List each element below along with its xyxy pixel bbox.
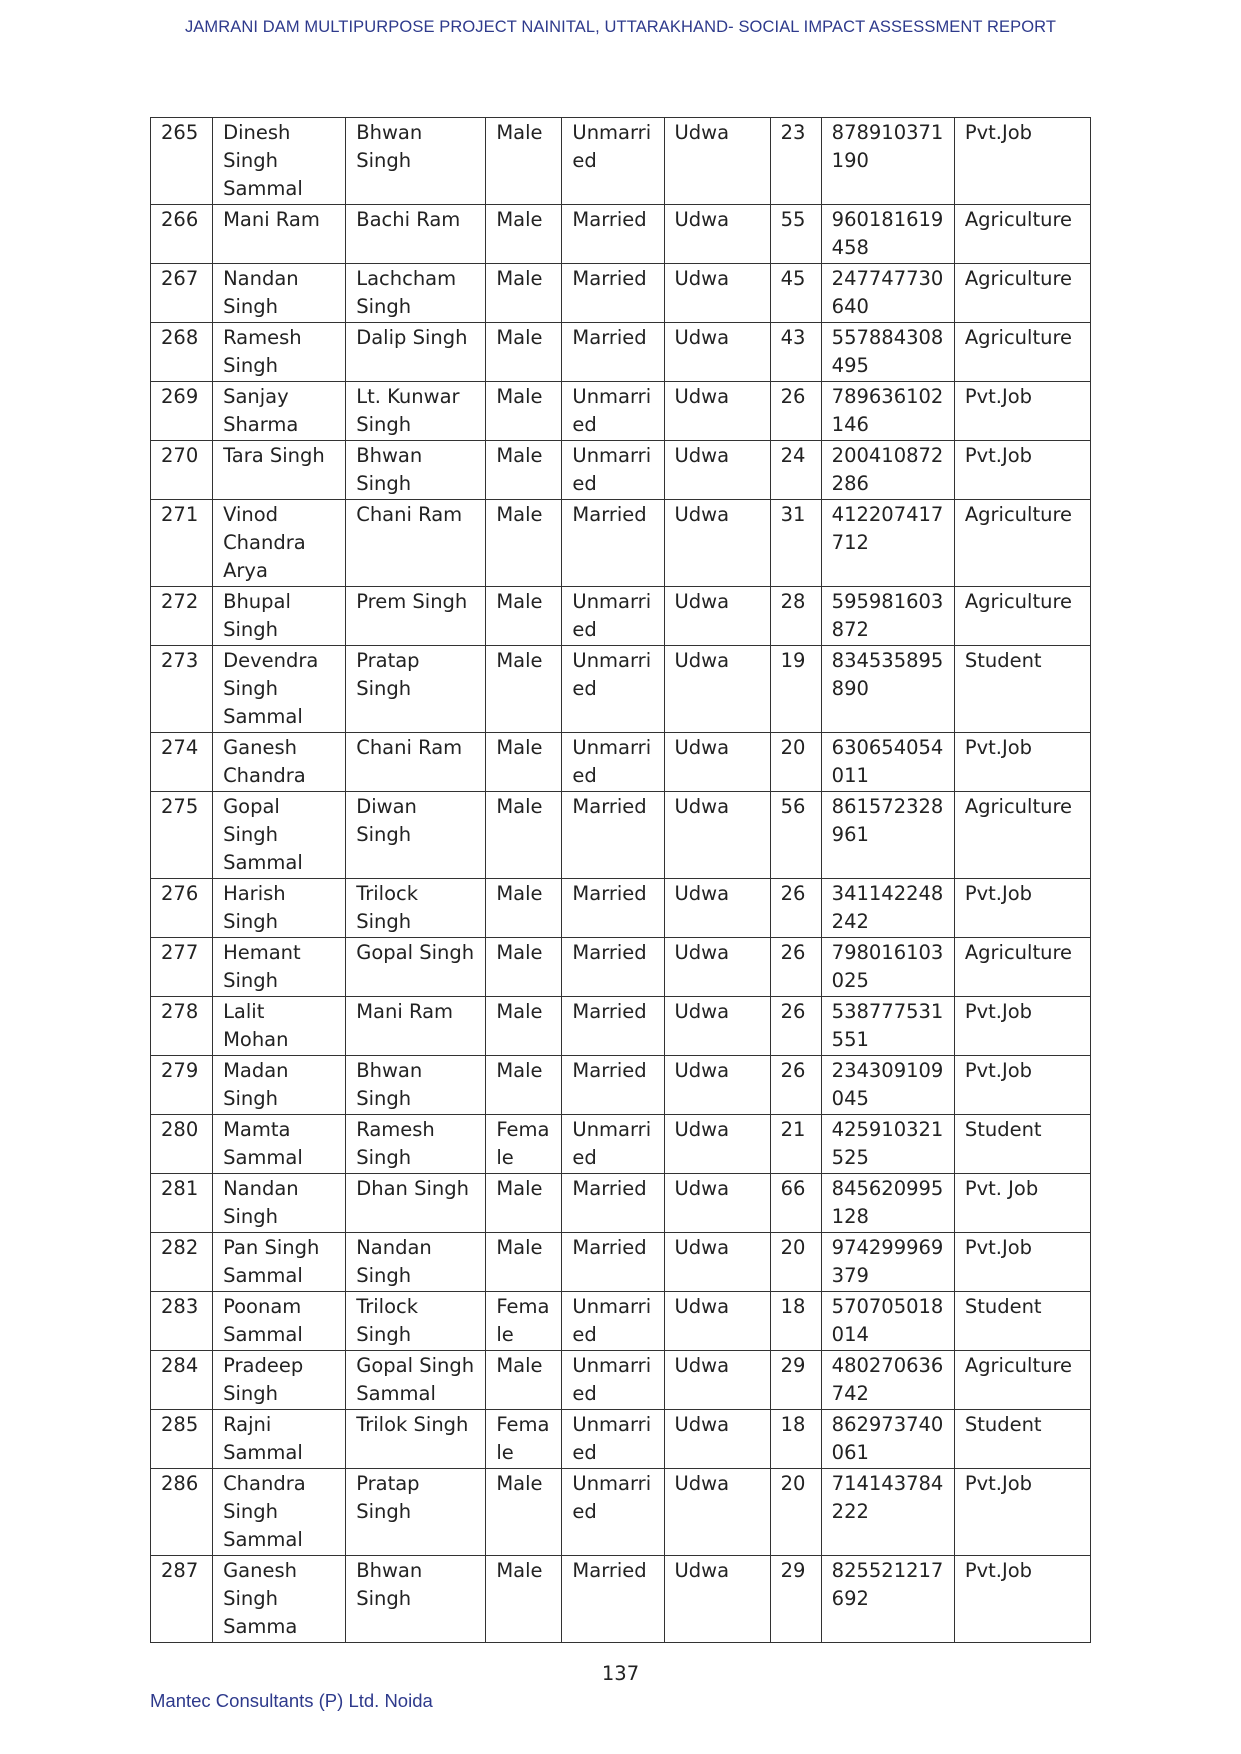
cell-village: Udwa xyxy=(664,500,770,587)
cell-age: 18 xyxy=(770,1292,821,1351)
cell-id-number: 798016103 025 xyxy=(821,938,954,997)
cell-name: Chandra Singh Sammal xyxy=(213,1469,346,1556)
cell-gender: Male xyxy=(486,1056,562,1115)
cell-father-name: Ramesh Singh xyxy=(346,1115,486,1174)
cell-village: Udwa xyxy=(664,646,770,733)
cell-marital-status: Married xyxy=(562,997,664,1056)
cell-age: 20 xyxy=(770,733,821,792)
cell-gender: Male xyxy=(486,879,562,938)
cell-marital-status: Married xyxy=(562,879,664,938)
cell-gender: Fema le xyxy=(486,1410,562,1469)
cell-age: 26 xyxy=(770,997,821,1056)
cell-age: 18 xyxy=(770,1410,821,1469)
table-row xyxy=(151,205,1091,264)
cell-id-number: 247747730 640 xyxy=(821,264,954,323)
cell-father-name: Diwan Singh xyxy=(346,792,486,879)
cell-age: 26 xyxy=(770,938,821,997)
cell-id-number: 834535895 890 xyxy=(821,646,954,733)
cell-marital-status: Unmarri ed xyxy=(562,1351,664,1410)
cell-serial-no: 269 xyxy=(151,382,213,441)
cell-father-name: Prem Singh xyxy=(346,587,486,646)
cell-name: Nandan Singh xyxy=(213,1174,346,1233)
cell-father-name: Dhan Singh xyxy=(346,1174,486,1233)
cell-occupation: Agriculture xyxy=(954,500,1090,587)
cell-name: Bhupal Singh xyxy=(213,587,346,646)
cell-village: Udwa xyxy=(664,1292,770,1351)
cell-gender: Male xyxy=(486,1556,562,1643)
cell-marital-status: Unmarri ed xyxy=(562,118,664,205)
table-row xyxy=(151,587,1091,646)
cell-father-name: Dalip Singh xyxy=(346,323,486,382)
cell-name: Pradeep Singh xyxy=(213,1351,346,1410)
cell-marital-status: Married xyxy=(562,323,664,382)
cell-serial-no: 279 xyxy=(151,1056,213,1115)
cell-name: Poonam Sammal xyxy=(213,1292,346,1351)
cell-serial-no: 276 xyxy=(151,879,213,938)
cell-id-number: 595981603 872 xyxy=(821,587,954,646)
cell-father-name: Bhwan Singh xyxy=(346,441,486,500)
cell-village: Udwa xyxy=(664,1556,770,1643)
cell-marital-status: Married xyxy=(562,205,664,264)
cell-father-name: Bhwan Singh xyxy=(346,1056,486,1115)
table-row xyxy=(151,264,1091,323)
cell-occupation: Agriculture xyxy=(954,323,1090,382)
cell-name: Ganesh Singh Samma xyxy=(213,1556,346,1643)
cell-gender: Male xyxy=(486,733,562,792)
cell-occupation: Pvt.Job xyxy=(954,1233,1090,1292)
cell-serial-no: 278 xyxy=(151,997,213,1056)
cell-gender: Fema le xyxy=(486,1115,562,1174)
cell-occupation: Agriculture xyxy=(954,792,1090,879)
cell-marital-status: Unmarri ed xyxy=(562,733,664,792)
cell-serial-no: 268 xyxy=(151,323,213,382)
cell-id-number: 341142248 242 xyxy=(821,879,954,938)
report-header: JAMRANI DAM MULTIPURPOSE PROJECT NAINITAL, UTTARAKHAND- SOCIAL IMPACT ASSESSMENT REPORT xyxy=(184,18,1057,36)
cell-name: Mamta Sammal xyxy=(213,1115,346,1174)
cell-marital-status: Married xyxy=(562,1056,664,1115)
cell-occupation: Agriculture xyxy=(954,1351,1090,1410)
cell-id-number: 974299969 379 xyxy=(821,1233,954,1292)
cell-occupation: Agriculture xyxy=(954,938,1090,997)
footer-company: Mantec Consultants (P) Ltd. Noida xyxy=(150,1690,433,1711)
cell-village: Udwa xyxy=(664,323,770,382)
cell-age: 19 xyxy=(770,646,821,733)
cell-gender: Male xyxy=(486,1351,562,1410)
cell-father-name: Pratap Singh xyxy=(346,1469,486,1556)
cell-father-name: Trilock Singh xyxy=(346,879,486,938)
cell-gender: Male xyxy=(486,1469,562,1556)
cell-serial-no: 274 xyxy=(151,733,213,792)
cell-village: Udwa xyxy=(664,997,770,1056)
cell-occupation: Pvt.Job xyxy=(954,997,1090,1056)
cell-age: 29 xyxy=(770,1351,821,1410)
cell-marital-status: Unmarri ed xyxy=(562,1115,664,1174)
cell-marital-status: Married xyxy=(562,1233,664,1292)
cell-age: 29 xyxy=(770,1556,821,1643)
cell-id-number: 425910321 525 xyxy=(821,1115,954,1174)
cell-village: Udwa xyxy=(664,938,770,997)
cell-marital-status: Married xyxy=(562,938,664,997)
cell-id-number: 234309109 045 xyxy=(821,1056,954,1115)
cell-id-number: 789636102 146 xyxy=(821,382,954,441)
cell-village: Udwa xyxy=(664,1469,770,1556)
cell-id-number: 862973740 061 xyxy=(821,1410,954,1469)
cell-serial-no: 277 xyxy=(151,938,213,997)
cell-serial-no: 280 xyxy=(151,1115,213,1174)
cell-gender: Male xyxy=(486,323,562,382)
cell-occupation: Student xyxy=(954,1292,1090,1351)
cell-name: Lalit Mohan xyxy=(213,997,346,1056)
cell-village: Udwa xyxy=(664,587,770,646)
cell-gender: Male xyxy=(486,997,562,1056)
cell-id-number: 570705018 014 xyxy=(821,1292,954,1351)
cell-occupation: Pvt.Job xyxy=(954,118,1090,205)
cell-father-name: Bhwan Singh xyxy=(346,1556,486,1643)
cell-age: 26 xyxy=(770,1056,821,1115)
cell-age: 23 xyxy=(770,118,821,205)
cell-father-name: Mani Ram xyxy=(346,997,486,1056)
cell-gender: Male xyxy=(486,118,562,205)
cell-serial-no: 273 xyxy=(151,646,213,733)
cell-occupation: Pvt.Job xyxy=(954,441,1090,500)
cell-village: Udwa xyxy=(664,118,770,205)
cell-gender: Male xyxy=(486,792,562,879)
cell-name: Ganesh Chandra xyxy=(213,733,346,792)
cell-id-number: 538777531 551 xyxy=(821,997,954,1056)
cell-occupation: Pvt.Job xyxy=(954,1556,1090,1643)
table-row xyxy=(151,879,1091,938)
cell-marital-status: Married xyxy=(562,264,664,323)
cell-age: 20 xyxy=(770,1233,821,1292)
cell-age: 20 xyxy=(770,1469,821,1556)
cell-serial-no: 282 xyxy=(151,1233,213,1292)
table-row xyxy=(151,500,1091,587)
cell-id-number: 845620995 128 xyxy=(821,1174,954,1233)
cell-marital-status: Unmarri ed xyxy=(562,1410,664,1469)
cell-village: Udwa xyxy=(664,205,770,264)
cell-occupation: Agriculture xyxy=(954,264,1090,323)
cell-marital-status: Unmarri ed xyxy=(562,1469,664,1556)
cell-father-name: Bachi Ram xyxy=(346,205,486,264)
cell-serial-no: 267 xyxy=(151,264,213,323)
cell-age: 45 xyxy=(770,264,821,323)
cell-id-number: 200410872 286 xyxy=(821,441,954,500)
cell-father-name: Pratap Singh xyxy=(346,646,486,733)
cell-age: 24 xyxy=(770,441,821,500)
cell-name: Devendra Singh Sammal xyxy=(213,646,346,733)
cell-serial-no: 270 xyxy=(151,441,213,500)
table-row xyxy=(151,1292,1091,1351)
cell-serial-no: 286 xyxy=(151,1469,213,1556)
table-row xyxy=(151,1410,1091,1469)
cell-id-number: 412207417 712 xyxy=(821,500,954,587)
cell-occupation: Pvt.Job xyxy=(954,879,1090,938)
cell-marital-status: Unmarri ed xyxy=(562,441,664,500)
cell-father-name: Bhwan Singh xyxy=(346,118,486,205)
cell-id-number: 557884308 495 xyxy=(821,323,954,382)
cell-village: Udwa xyxy=(664,792,770,879)
cell-name: Tara Singh xyxy=(213,441,346,500)
cell-serial-no: 275 xyxy=(151,792,213,879)
cell-gender: Male xyxy=(486,382,562,441)
cell-father-name: Trilock Singh xyxy=(346,1292,486,1351)
cell-age: 28 xyxy=(770,587,821,646)
cell-marital-status: Unmarri ed xyxy=(562,382,664,441)
cell-name: Pan Singh Sammal xyxy=(213,1233,346,1292)
table-row xyxy=(151,997,1091,1056)
cell-gender: Male xyxy=(486,938,562,997)
cell-id-number: 878910371 190 xyxy=(821,118,954,205)
cell-occupation: Student xyxy=(954,646,1090,733)
cell-village: Udwa xyxy=(664,1115,770,1174)
cell-father-name: Gopal Singh Sammal xyxy=(346,1351,486,1410)
cell-occupation: Agriculture xyxy=(954,587,1090,646)
cell-serial-no: 266 xyxy=(151,205,213,264)
page-number: 137 xyxy=(601,1662,640,1685)
cell-serial-no: 285 xyxy=(151,1410,213,1469)
cell-father-name: Nandan Singh xyxy=(346,1233,486,1292)
cell-name: Harish Singh xyxy=(213,879,346,938)
cell-name: Hemant Singh xyxy=(213,938,346,997)
cell-village: Udwa xyxy=(664,1056,770,1115)
cell-serial-no: 283 xyxy=(151,1292,213,1351)
cell-village: Udwa xyxy=(664,1410,770,1469)
cell-age: 21 xyxy=(770,1115,821,1174)
table-row xyxy=(151,1469,1091,1556)
table-row xyxy=(151,118,1091,205)
cell-id-number: 630654054 011 xyxy=(821,733,954,792)
table-row xyxy=(151,1233,1091,1292)
cell-age: 43 xyxy=(770,323,821,382)
cell-name: Dinesh Singh Sammal xyxy=(213,118,346,205)
cell-gender: Male xyxy=(486,1233,562,1292)
cell-serial-no: 281 xyxy=(151,1174,213,1233)
cell-occupation: Agriculture xyxy=(954,205,1090,264)
cell-village: Udwa xyxy=(664,382,770,441)
table-row xyxy=(151,441,1091,500)
cell-id-number: 714143784 222 xyxy=(821,1469,954,1556)
cell-marital-status: Unmarri ed xyxy=(562,646,664,733)
table-row xyxy=(151,382,1091,441)
cell-gender: Male xyxy=(486,587,562,646)
cell-gender: Male xyxy=(486,205,562,264)
cell-serial-no: 271 xyxy=(151,500,213,587)
cell-father-name: Lt. Kunwar Singh xyxy=(346,382,486,441)
cell-name: Madan Singh xyxy=(213,1056,346,1115)
cell-serial-no: 272 xyxy=(151,587,213,646)
cell-occupation: Student xyxy=(954,1410,1090,1469)
table-row xyxy=(151,1351,1091,1410)
cell-age: 31 xyxy=(770,500,821,587)
cell-gender: Male xyxy=(486,1174,562,1233)
cell-serial-no: 287 xyxy=(151,1556,213,1643)
table-row xyxy=(151,733,1091,792)
cell-gender: Male xyxy=(486,500,562,587)
table-row xyxy=(151,1174,1091,1233)
cell-father-name: Chani Ram xyxy=(346,500,486,587)
cell-id-number: 825521217 692 xyxy=(821,1556,954,1643)
cell-name: Vinod Chandra Arya xyxy=(213,500,346,587)
cell-age: 26 xyxy=(770,382,821,441)
cell-occupation: Pvt.Job xyxy=(954,1056,1090,1115)
cell-father-name: Trilok Singh xyxy=(346,1410,486,1469)
cell-serial-no: 284 xyxy=(151,1351,213,1410)
cell-name: Mani Ram xyxy=(213,205,346,264)
cell-name: Nandan Singh xyxy=(213,264,346,323)
cell-father-name: Lachcham Singh xyxy=(346,264,486,323)
cell-name: Gopal Singh Sammal xyxy=(213,792,346,879)
table-row xyxy=(151,792,1091,879)
cell-age: 55 xyxy=(770,205,821,264)
table-body xyxy=(151,118,1091,1643)
cell-gender: Male xyxy=(486,264,562,323)
cell-occupation: Pvt.Job xyxy=(954,1469,1090,1556)
cell-gender: Male xyxy=(486,441,562,500)
table-row xyxy=(151,938,1091,997)
cell-name: Rajni Sammal xyxy=(213,1410,346,1469)
cell-father-name: Gopal Singh xyxy=(346,938,486,997)
cell-marital-status: Married xyxy=(562,1174,664,1233)
cell-marital-status: Married xyxy=(562,1556,664,1643)
cell-id-number: 861572328 961 xyxy=(821,792,954,879)
cell-id-number: 480270636 742 xyxy=(821,1351,954,1410)
cell-occupation: Pvt.Job xyxy=(954,382,1090,441)
cell-age: 66 xyxy=(770,1174,821,1233)
cell-age: 56 xyxy=(770,792,821,879)
table-row xyxy=(151,646,1091,733)
cell-father-name: Chani Ram xyxy=(346,733,486,792)
cell-marital-status: Unmarri ed xyxy=(562,1292,664,1351)
cell-age: 26 xyxy=(770,879,821,938)
cell-village: Udwa xyxy=(664,733,770,792)
cell-village: Udwa xyxy=(664,879,770,938)
cell-name: Ramesh Singh xyxy=(213,323,346,382)
cell-id-number: 960181619 458 xyxy=(821,205,954,264)
cell-village: Udwa xyxy=(664,1233,770,1292)
cell-name: Sanjay Sharma xyxy=(213,382,346,441)
cell-serial-no: 265 xyxy=(151,118,213,205)
table-row xyxy=(151,1556,1091,1643)
cell-marital-status: Married xyxy=(562,500,664,587)
cell-occupation: Pvt. Job xyxy=(954,1174,1090,1233)
cell-occupation: Pvt.Job xyxy=(954,733,1090,792)
cell-gender: Fema le xyxy=(486,1292,562,1351)
cell-village: Udwa xyxy=(664,1351,770,1410)
cell-occupation: Student xyxy=(954,1115,1090,1174)
table-row xyxy=(151,323,1091,382)
cell-village: Udwa xyxy=(664,441,770,500)
cell-marital-status: Unmarri ed xyxy=(562,587,664,646)
survey-table xyxy=(150,117,1091,1643)
table-row xyxy=(151,1056,1091,1115)
cell-village: Udwa xyxy=(664,1174,770,1233)
cell-marital-status: Married xyxy=(562,792,664,879)
table-row xyxy=(151,1115,1091,1174)
cell-village: Udwa xyxy=(664,264,770,323)
cell-gender: Male xyxy=(486,646,562,733)
